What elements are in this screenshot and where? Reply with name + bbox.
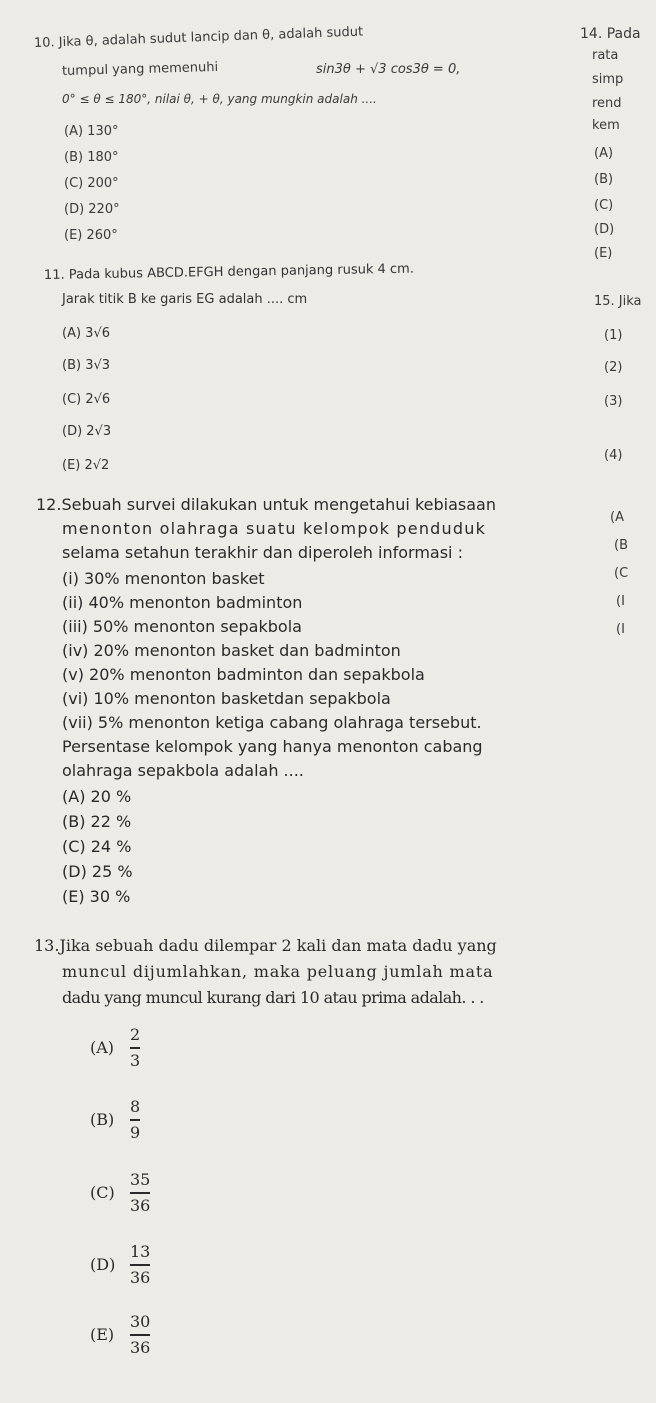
q11-line-2: Jarak titik B ke garis EG adalah .... cm	[62, 292, 308, 307]
q15-option-c: (C	[614, 566, 629, 581]
q13-option-c-label: (C)	[90, 1183, 115, 1202]
q14-option-b: (B)	[594, 172, 614, 187]
q13-option-e-fraction	[130, 1312, 150, 1357]
q11-option-e: (E) 2√2	[62, 458, 110, 473]
q12-line-9: (vi) 10% menonton basketdan sepakbola	[62, 689, 391, 708]
q12-line-5: (ii) 40% menonton badminton	[62, 593, 303, 612]
q10-line-3: 0° ≤ θ ≤ 180°, nilai θ, + θ, yang mungkin adalah ....	[62, 92, 377, 106]
q15-option-a: (A	[610, 510, 624, 525]
q13-line-3: dadu yang muncul kurang dari 10 atau prima adalah. . .	[62, 988, 484, 1007]
q10-option-e: (E) 260°	[64, 228, 118, 243]
q15-option-b: (B	[614, 538, 628, 553]
q13-option-b-denominator: 9	[130, 1122, 141, 1142]
q13-option-c-denominator: 36	[130, 1195, 151, 1215]
fraction-bar	[130, 1047, 140, 1049]
q12-line-1: 12.Sebuah survei dilakukan untuk mengetahui kebiasaan	[36, 495, 496, 514]
q14-line-5: kem	[592, 118, 620, 133]
q10-line-2a: tumpul yang memenuhi	[61, 59, 219, 79]
q12-line-2: menonton olahraga suatu kelompok penduduk	[62, 519, 487, 538]
q13-option-c-fraction	[130, 1170, 150, 1215]
q14-option-e: (E)	[594, 246, 613, 261]
q13-option-e-label: (E)	[90, 1325, 115, 1344]
q12-line-11: Persentase kelompok yang hanya menonton cabang	[62, 737, 483, 756]
q15-item-3: (3)	[604, 394, 623, 409]
q14-line-2: rata	[592, 48, 619, 63]
q12-line-6: (iii) 50% menonton sepakbola	[62, 617, 302, 636]
q15-item-1: (1)	[604, 328, 623, 343]
fraction-bar	[130, 1334, 150, 1336]
q12-line-10: (vii) 5% menonton ketiga cabang olahraga tersebut.	[62, 713, 482, 732]
q12-line-8: (v) 20% menonton badminton dan sepakbola	[62, 665, 425, 684]
q13-option-e-denominator: 36	[130, 1337, 151, 1357]
q15-item-2: (2)	[604, 360, 623, 375]
q15-option-e: (I	[616, 622, 625, 637]
q10-line-2b: sin3θ + √3 cos3θ = 0,	[316, 62, 461, 77]
q14-line-4: rend	[592, 96, 622, 111]
q13-option-c-numerator: 35	[130, 1170, 151, 1189]
q14-option-a: (A)	[594, 146, 614, 161]
q12-option-d: (D) 25 %	[62, 862, 133, 881]
q12-option-c: (C) 24 %	[62, 837, 132, 856]
q13-option-d-denominator: 36	[130, 1267, 151, 1287]
q12-option-e: (E) 30 %	[62, 887, 131, 906]
q15-item-4: (4)	[604, 448, 623, 463]
q12-line-7: (iv) 20% menonton basket dan badminton	[62, 641, 401, 660]
q13-option-a-numerator: 2	[130, 1025, 141, 1044]
q11-option-a: (A) 3√6	[62, 326, 110, 341]
q13-option-e-numerator: 30	[130, 1312, 151, 1331]
q13-line-1: 13.Jika sebuah dadu dilempar 2 kali dan mata dadu yang	[34, 936, 497, 955]
q13-option-a-label: (A)	[90, 1038, 115, 1057]
q13-option-b-numerator: 8	[130, 1097, 141, 1116]
q13-option-b-fraction	[130, 1097, 140, 1142]
q11-line-1: 11. Pada kubus ABCD.EFGH dengan panjang rusuk 4 cm.	[43, 261, 415, 283]
fraction-bar	[130, 1264, 150, 1266]
q11-option-d: (D) 2√3	[62, 424, 112, 439]
q13-line-2: muncul dijumlahkan, maka peluang jumlah mata	[62, 962, 494, 981]
q13-option-d-fraction	[130, 1242, 150, 1287]
q14-line-3: simp	[592, 72, 624, 87]
q14-option-c: (C)	[594, 198, 614, 213]
q10-option-a: (A) 130°	[64, 124, 119, 139]
q12-line-4: (i) 30% menonton basket	[62, 569, 265, 588]
q14-title: 14. Pada	[580, 26, 641, 42]
q13-option-d-numerator: 13	[130, 1242, 151, 1261]
q10-option-d: (D) 220°	[64, 202, 120, 217]
q15-option-d: (I	[616, 594, 625, 609]
q13-option-d-label: (D)	[90, 1255, 116, 1274]
q13-option-a-fraction	[130, 1025, 140, 1070]
q13-option-b-label: (B)	[90, 1110, 115, 1129]
q12-option-a: (A) 20 %	[62, 787, 132, 806]
q10-line-1: 10. Jika θ, adalah sudut lancip dan θ, adalah sudut	[33, 24, 364, 51]
q10-option-b: (B) 180°	[64, 150, 119, 165]
q12-option-b: (B) 22 %	[62, 812, 132, 831]
q12-line-12: olahraga sepakbola adalah ....	[62, 761, 304, 780]
fraction-bar	[130, 1119, 140, 1121]
fraction-bar	[130, 1192, 150, 1194]
q11-option-c: (C) 2√6	[62, 392, 111, 407]
q11-option-b: (B) 3√3	[62, 358, 111, 373]
q13-option-a-denominator: 3	[130, 1050, 141, 1070]
q15-title: 15. Jika	[594, 294, 642, 309]
q10-option-c: (C) 200°	[64, 176, 119, 191]
q12-line-3: selama setahun terakhir dan diperoleh informasi :	[62, 543, 463, 562]
q14-option-d: (D)	[594, 222, 615, 237]
